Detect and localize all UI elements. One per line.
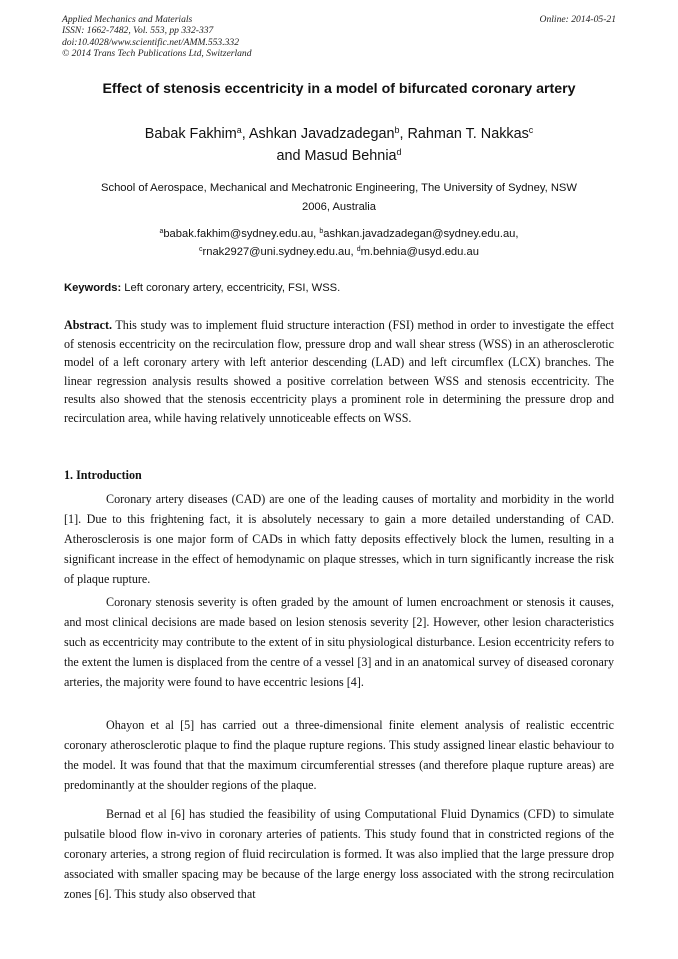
keywords-text: Left coronary artery, eccentricity, FSI, WSS. [121, 282, 341, 294]
author-affil-mark: b [394, 125, 400, 136]
author-affil-mark: a [236, 125, 242, 136]
copyright-line: © 2014 Trans Tech Publications Ltd, Switzerland [62, 48, 252, 60]
section-heading: 1. Introduction [64, 468, 142, 482]
paper-title: Effect of stenosis eccentricity in a model of bifurcated coronary artery [102, 81, 576, 97]
author-name: Rahman T. Nakkas [407, 126, 529, 142]
doi-line: doi:10.4028/www.scientific.net/AMM.553.332 [62, 36, 240, 48]
body-paragraph: Ohayon et al [5] has carried out a three-dimensional finite element analysis of realistic eccentric coronary atherosclerotic plaque to find the plaque rupture regions. This study assigned linear elastic behaviour to the model. It was found that that the maximum circumferential stresses (and therefore plaque rupture areas) are predominantly at the shoulder regions of the plaque. [64, 718, 614, 792]
email-address: rnak2927@uni.sydney.edu.au, [202, 245, 357, 258]
keywords [64, 280, 616, 296]
journal-header [62, 14, 616, 60]
author-affil-mark: c [528, 125, 534, 136]
keywords-label: Keywords: [64, 282, 122, 294]
author-name: Ashkan Javadzadegan [248, 126, 395, 142]
issn-line: ISSN: 1662-7482, Vol. 553, pp 332-337 [62, 25, 214, 37]
author-affil-mark: d [396, 147, 402, 158]
online-date: Online: 2014-05-21 [539, 14, 616, 25]
abstract-label: Abstract. [64, 318, 113, 332]
affiliation: School of Aerospace, Mechanical and Mechatronic Engineering, The University of Sydney, NSW 2006, Australia [101, 182, 577, 213]
body-paragraph: Coronary stenosis severity is often graded by the amount of lumen encroachment or stenosis it causes, and most clinical decisions are made based on lesion stenosis severity [2]. However, other lesion characteristics such as eccentricity may contribute to the extent of in situ physiological disturbance. Lesion eccentricity refers to the extent the lumen is displaced from the centre of a vessel [3] and in an anatomical survey of diseased coronary arteries, the majority were found to have eccentric lesions [4]. [64, 595, 614, 689]
author-list: Babak Fakhim$^a$, Ashkan Javadzadegan$^b$, Rahman T. Nakkas$^c$ and Masud Behnia$^d$ [144, 125, 534, 164]
author-emails: $^a$babak.fakhim@sydney.edu.au, $^b$ashkan.javadzadegan@sydney.edu.au, $^c$rnak2927@uni.sydney.edu.au, $^d$m.behnia@usyd.edu.au [159, 228, 519, 258]
email-address: m.behnia@usyd.edu.au [360, 245, 479, 258]
author-name: Masud Behnia [304, 148, 397, 164]
body-paragraph: Bernad et al [6] has studied the feasibility of using Computational Fluid Dynamics (CFD) to simulate pulsatile blood flow in-vivo in coronary arteries of patients. This study found that in constricted regions of the coronary arteries, a strong region of fluid recirculation is formed. It was also implied that the large pressure drop associated with smaller spacing may be because of the large energy loss associated with the strong recirculation zones [6]. This study also observed that [64, 807, 614, 901]
abstract-text: This study was to implement fluid structure interaction (FSI) method in order to investigate the effect of stenosis eccentricity on the recirculation flow, pressure drop and wall shear stress (WSS) in an atherosclerotic model of a left coronary artery with left anterior descending (LAD) and left circumflex (LCX) branches. The linear regression analysis results showed a positive correlation between WSS and stenosis eccentricity. The results also showed that the stenosis eccentricity plays a prominent role in determining the pressure drop and recirculation area, while having relatively unnoticeable effects on WSS. [64, 318, 614, 425]
email-address: ashkan.javadzadegan@sydney.edu.au, [323, 228, 519, 240]
journal-name: Applied Mechanics and Materials [62, 14, 193, 25]
author-name: Babak Fakhim [144, 126, 237, 142]
abstract [64, 316, 614, 427]
email-address: babak.fakhim@sydney.edu.au, [163, 228, 320, 240]
body-paragraph: Coronary artery diseases (CAD) are one of the leading causes of mortality and morbidity in the world [1]. Due to this frightening fact, it is absolutely necessary to gain a more detailed understanding of CAD. Atherosclerosis is one major form of CADs in which fatty deposits effectively block the lumen, resulting in a significant increase in the effect of hemodynamic on plaque stresses, which in turn significantly increase the risk of plaque rupture. [64, 492, 614, 586]
